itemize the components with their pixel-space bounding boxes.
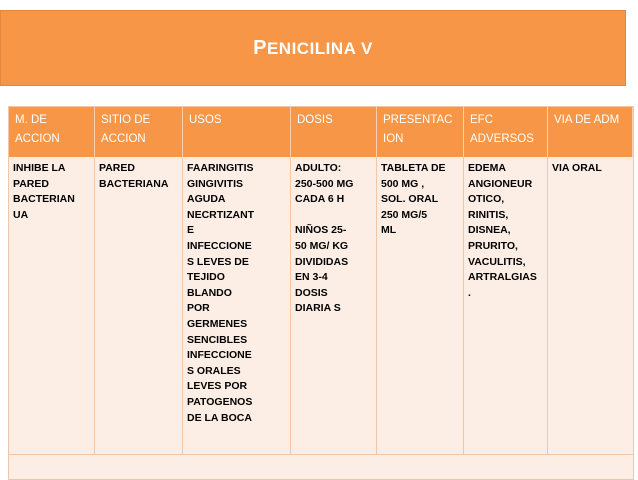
header-mecanismo-accion: M. DE ACCION <box>9 107 95 157</box>
header-presentacion: PRESENTAC ION <box>377 107 464 157</box>
slide-title <box>1 37 625 60</box>
empty-table-row <box>9 454 633 479</box>
cell-sitio-accion: PARED BACTERIANA <box>95 157 183 455</box>
cell-usos: FAARINGITIS GINGIVITIS AGUDA NECRTIZANT E INFECCIONE S LEVES DE TEJIDO BLANDO POR GERMENES SENCIBLES INFECCIONE S ORALES LEVES POR PATOGENOS DE LA BOCA <box>183 157 291 455</box>
cell-dosis: ADULTO: 250-500 MG CADA 6 H NIÑOS 25- 50 MG/ KG DIVIDIDAS EN 3-4 DOSIS DIARIA S <box>291 157 377 455</box>
header-sitio-accion: SITIO DE ACCION <box>95 107 183 157</box>
header-via-administracion: VIA DE ADM <box>548 107 633 157</box>
title-bar <box>0 10 626 86</box>
cell-mecanismo-accion: INHIBE LA PARED BACTERIAN UA <box>9 157 95 455</box>
header-dosis: DOSIS <box>291 107 377 157</box>
title-initial: P <box>253 37 267 59</box>
cell-via-administracion: VIA ORAL <box>552 162 602 174</box>
drug-table-card <box>8 106 634 480</box>
cell-efectos-adversos: EDEMA ANGIONEUR OTICO, RINITIS, DISNEA, PRURITO, VACULITIS, ARTRALGIAS . <box>464 157 548 455</box>
cell-presentacion: TABLETA DE 500 MG , SOL. ORAL 250 MG/5 ML <box>377 157 464 455</box>
title-rest: ENICILINA V <box>266 39 373 58</box>
header-efectos-adversos: EFC ADVERSOS <box>464 107 548 157</box>
drug-table <box>9 107 633 455</box>
header-usos: USOS <box>183 107 291 157</box>
